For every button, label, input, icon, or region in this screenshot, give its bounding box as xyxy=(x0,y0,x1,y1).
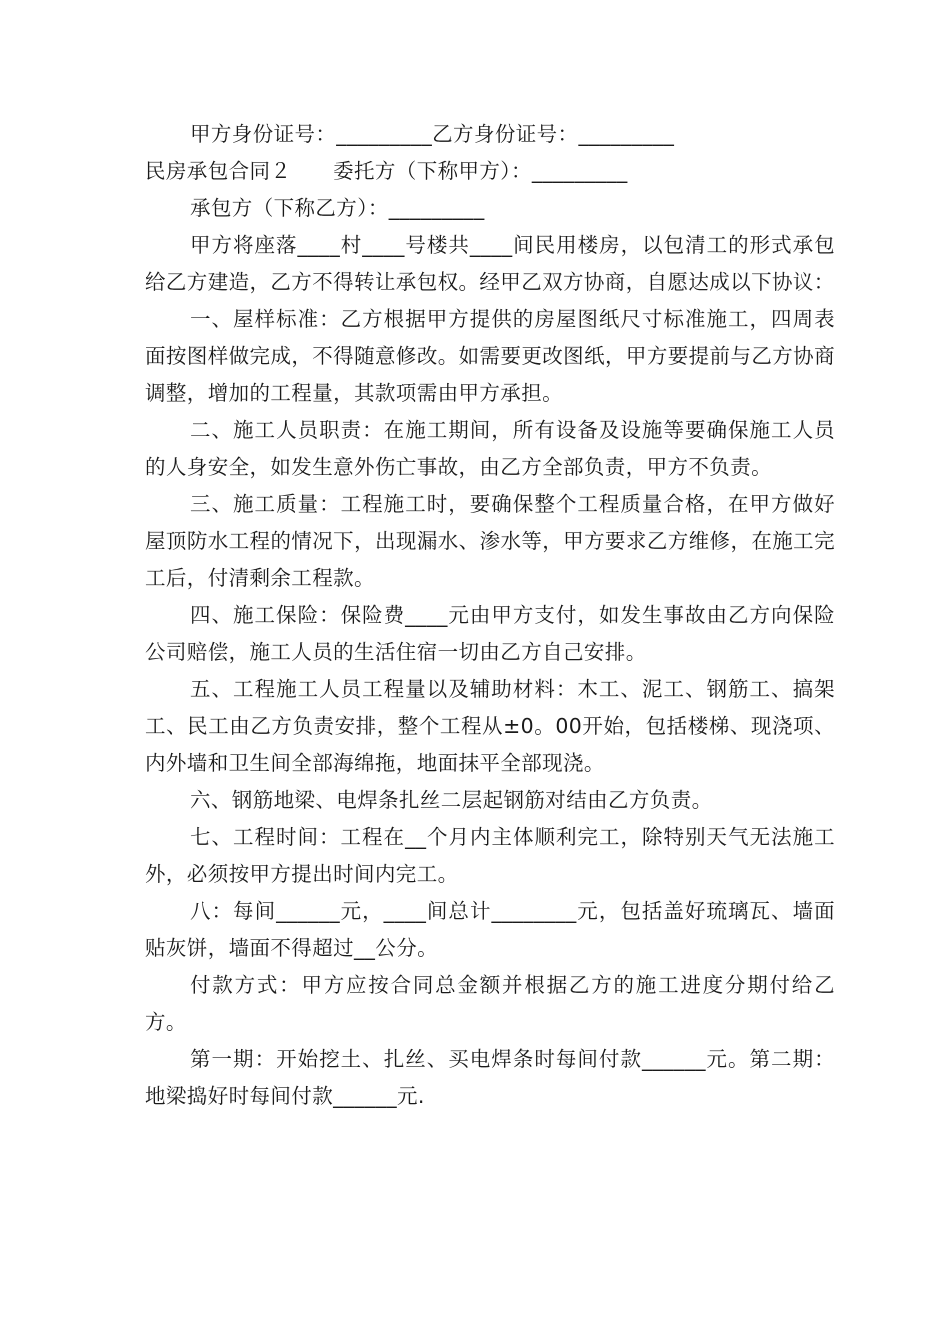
intro-paragraph: 甲方将座落____村____号楼共____间民用楼房，以包清工的形式承包给乙方建造，乙方不得转让承包权。经甲乙双方协商，自愿达成以下协议： xyxy=(145,233,835,294)
id-number-line: 甲方身份证号：_________乙方身份证号：_________ xyxy=(190,122,675,146)
clause-1-paragraph: 一、屋样标准：乙方根据甲方提供的房屋图纸尺寸标准施工，四周表面按图样做完成，不得随意修改。如需要更改图纸，甲方要提前与乙方协商调整，增加的工程量，其款项需由甲方承担。 xyxy=(145,307,835,405)
clause-5-paragraph: 五、工程施工人员工程量以及辅助材料：木工、泥工、钢筋工、搞架工、民工由乙方负责安排，整个工程从±0。00开始，包括楼梯、现浇项、内外墙和卫生间全部海绵拖，地面抹平全部现浇。 xyxy=(145,677,835,775)
clause-4-paragraph: 四、施工保险：保险费____元由甲方支付，如发生事故由乙方向保险公司赔偿，施工人员的生活住宿一切由乙方自己安排。 xyxy=(145,603,835,664)
document-body xyxy=(145,116,835,1115)
payment-method-paragraph: 付款方式：甲方应按合同总金额并根据乙方的施工进度分期付给乙方。 xyxy=(145,973,835,1034)
clause-7-paragraph: 七、工程时间：工程在__个月内主体顺利完工，除特别天气无法施工外，必须按甲方提出时间内完工。 xyxy=(145,825,835,886)
clause-6-paragraph: 六、钢筋地梁、电焊条扎丝二层起钢筋对结由乙方负责。 xyxy=(190,788,713,812)
contractor-line: 承包方（下称乙方）：_________ xyxy=(190,196,485,220)
contract-title-line: 民房承包合同２ 委托方（下称甲方）：_________ xyxy=(145,159,628,183)
clause-8-paragraph: 八：每间______元，____间总计________元，包括盖好琉璃瓦、墙面贴灰饼，墙面不得超过__公分。 xyxy=(145,899,835,960)
clause-3-paragraph: 三、施工质量：工程施工时，要确保整个工程质量合格，在甲方做好屋顶防水工程的情况下，出现漏水、渗水等，甲方要求乙方维修，在施工完工后，付清剩余工程款。 xyxy=(145,492,835,590)
clause-2-paragraph: 二、施工人员职责：在施工期间，所有设备及设施等要确保施工人员的人身安全，如发生意外伤亡事故，由乙方全部负责，甲方不负责。 xyxy=(145,418,835,479)
installments-paragraph: 第一期：开始挖土、扎丝、买电焊条时每间付款______元。第二期：地梁捣好时每间付款______元. xyxy=(145,1047,835,1108)
